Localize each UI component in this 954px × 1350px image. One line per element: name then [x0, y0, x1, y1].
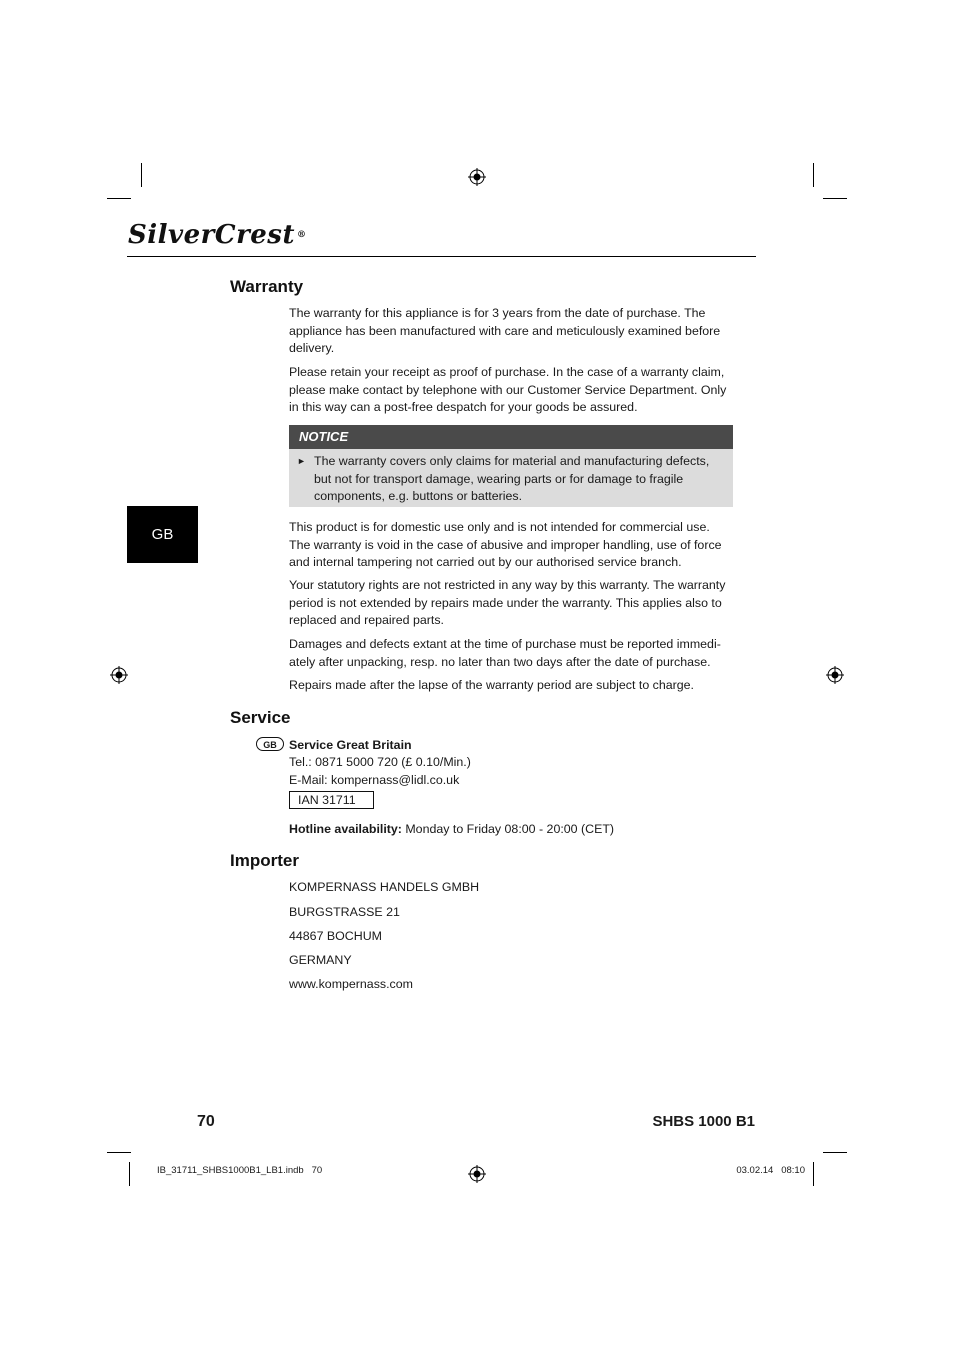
notice-title: NOTICE: [289, 425, 733, 449]
slug-file: IB_31711_SHBS1000B1_LB1.indb 70: [157, 1165, 323, 1176]
registration-mark-icon: [826, 666, 844, 684]
importer-line: KOMPERNASS HANDELS GMBH: [289, 880, 480, 894]
hotline-label: Hotline availability:: [289, 822, 402, 836]
service-heading: Service: [230, 708, 291, 727]
slug-timestamp: 03.02.14 08:10: [736, 1165, 805, 1176]
brand-logo: SilverCrest ®: [128, 220, 307, 250]
registration-mark-icon: [110, 666, 128, 684]
page-number: 70: [197, 1113, 215, 1130]
hotline-line: [289, 821, 734, 839]
crop-mark: [813, 1162, 814, 1186]
hotline-value: Monday to Friday 08:00 - 20:00 (CET): [401, 822, 615, 836]
warranty-paragraph: Damages and defects extant at the time of purchase must be reported immedi-ately after unpacking, resp. no later than two days after the date of purchase.: [289, 637, 721, 669]
warranty-paragraph: This product is for domestic use only and is not intended for commercial use. The warranty is void in the case of abusive and improper handling, use of force and internal tampering not carried out by our authorised service branch.: [289, 520, 722, 569]
ian-box: IAN 31711: [289, 791, 374, 809]
notice-text: The warranty covers only claims for material and manufacturing defects, but not for transport damage, wearing parts or for damage to fragile components, e.g. buttons or batteries.: [314, 454, 710, 503]
warranty-heading: Warranty: [230, 277, 304, 296]
notice-box: [289, 449, 733, 507]
service-title: Service Great Britain: [289, 738, 412, 752]
importer-website: www.kompernass.com: [289, 977, 413, 991]
bullet-arrow-icon: ►: [297, 456, 306, 466]
crop-mark: [107, 198, 131, 199]
crop-mark: [823, 198, 847, 199]
crop-mark: [141, 163, 142, 187]
crop-mark: [813, 163, 814, 187]
warranty-paragraph: Please retain your receipt as proof of purchase. In the case of a warranty claim, please make contact by telephone with our Customer Service Department. Only in this way can a post-free despatch for your goods be assured.: [289, 365, 727, 414]
crop-mark: [823, 1152, 847, 1153]
importer-line: 44867 BOCHUM: [289, 929, 382, 943]
model-number: SHBS 1000 B1: [652, 1113, 755, 1130]
importer-line: GERMANY: [289, 953, 352, 967]
country-badge: GB: [256, 737, 284, 751]
registration-mark-icon: [468, 1165, 486, 1183]
header-rule: [127, 256, 756, 257]
importer-heading: Importer: [230, 851, 299, 870]
service-email: E-Mail: kompernass@lidl.co.uk: [289, 773, 460, 787]
warranty-paragraph: Repairs made after the lapse of the warranty period are subject to charge.: [289, 678, 694, 692]
crop-mark: [107, 1152, 131, 1153]
registration-mark-icon: [468, 168, 486, 186]
crop-mark: [129, 1162, 130, 1186]
language-tab: GB: [127, 506, 198, 563]
warranty-paragraph: Your statutory rights are not restricted in any way by this warranty. The warranty period is not extended by repairs made under the warranty. This applies also to replaced and repaired parts.: [289, 578, 726, 627]
importer-line: BURGSTRASSE 21: [289, 905, 400, 919]
service-tel: Tel.: 0871 5000 720 (£ 0.10/Min.): [289, 755, 471, 769]
warranty-paragraph: The warranty for this appliance is for 3 years from the date of purchase. The appliance has been manufactured with care and meticulously examined before delivery.: [289, 306, 721, 355]
